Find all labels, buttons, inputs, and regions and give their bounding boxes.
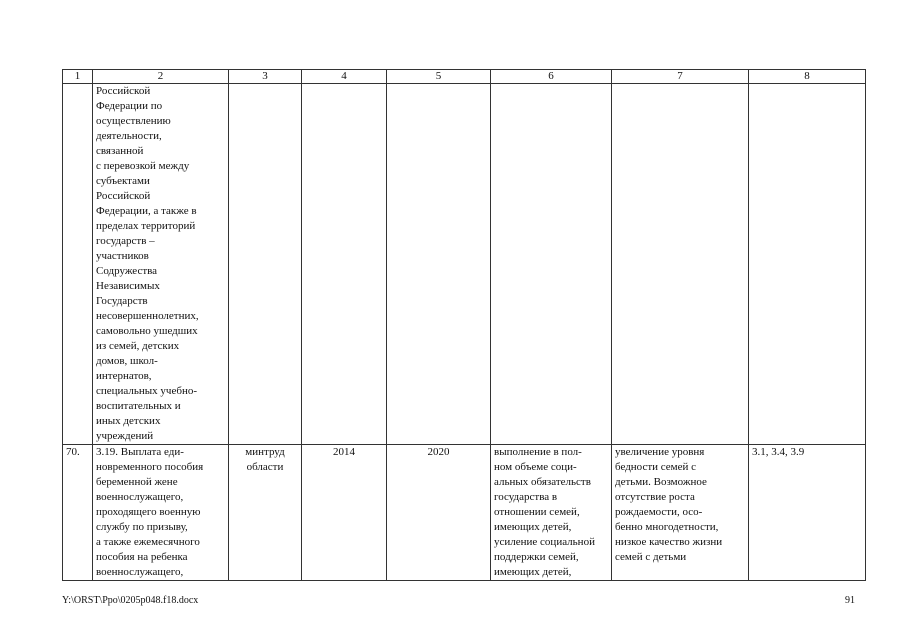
consequences-cell <box>612 84 749 445</box>
column-header: 8 <box>749 70 866 84</box>
table-row <box>63 84 866 445</box>
responsible-cell <box>229 84 302 445</box>
measure-name-cell: Российской Федерации по осуществлению деятельности, связанной с перевозкой между субъектами Российской Федерации, а также в пределах территорий государств – участников Содружества Независимых Государств несовершеннолетних, самовольно ушедших из семей, детских домов, школ- интернатов, специальных учебно- воспитательных и иных детских учреждений <box>93 84 229 445</box>
column-header: 7 <box>612 70 749 84</box>
end-year-cell: 2020 <box>387 445 491 581</box>
column-header: 4 <box>302 70 387 84</box>
consequences-cell: увеличение уровня бедности семей с детьми. Возможное отсутствие роста рождаемости, осо- бенно многодетности, низкое качество жизни семей с детьми <box>612 445 749 581</box>
column-header: 6 <box>491 70 612 84</box>
footer-file-path: Y:\ORST\Ppo\0205p048.f18.docx <box>62 595 199 606</box>
measure-name-cell: 3.19. Выплата еди- новременного пособия беременной жене военнослужащего, проходящего военную службу по призыву, а также ежемесячного пособия на ребенка военнослужащего, <box>93 445 229 581</box>
expected-result-cell: выполнение в пол- ном объеме соци- альных обязательств государства в отношении семей, имеющих детей, усиление социальной поддержки семей, имеющих детей, <box>491 445 612 581</box>
indicator-link-cell: 3.1, 3.4, 3.9 <box>749 445 866 581</box>
responsible-cell: минтруд области <box>229 445 302 581</box>
column-header: 2 <box>93 70 229 84</box>
expected-result-cell <box>491 84 612 445</box>
column-header: 3 <box>229 70 302 84</box>
row-number-cell <box>63 84 93 445</box>
row-number-cell: 70. <box>63 445 93 581</box>
end-year-cell <box>387 84 491 445</box>
table-row <box>63 445 866 581</box>
start-year-cell: 2014 <box>302 445 387 581</box>
column-header: 5 <box>387 70 491 84</box>
column-header: 1 <box>63 70 93 84</box>
table-header-row <box>63 70 866 84</box>
page-number: 91 <box>845 595 855 606</box>
document-table <box>62 69 866 581</box>
start-year-cell <box>302 84 387 445</box>
indicator-link-cell <box>749 84 866 445</box>
